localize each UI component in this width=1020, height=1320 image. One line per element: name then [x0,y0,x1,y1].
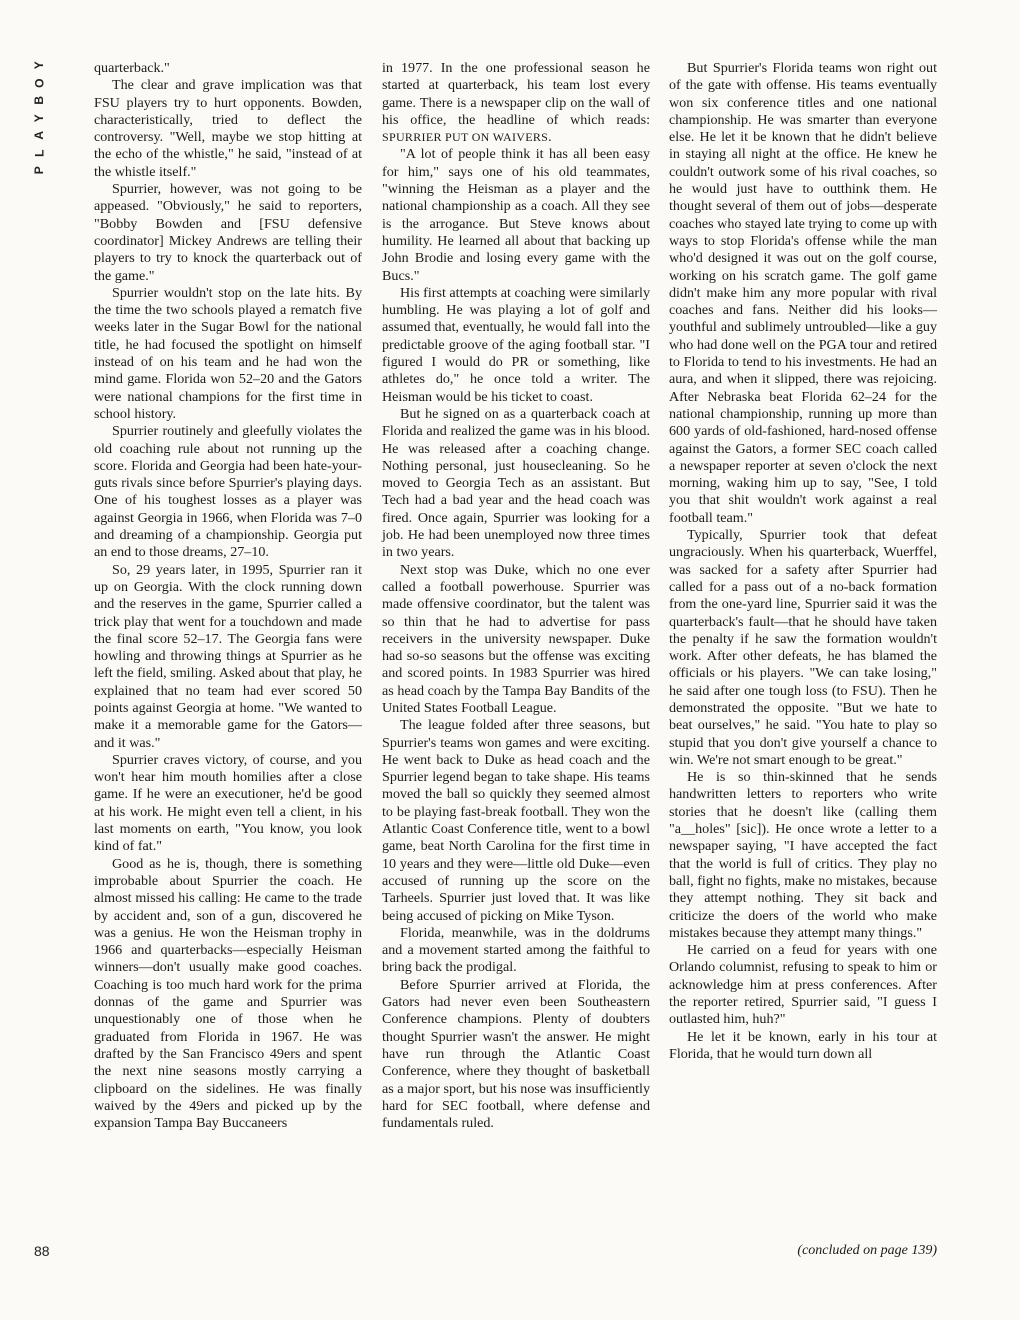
paragraph: Florida, meanwhile, was in the doldrums and a movement started among the faithful to bring back the prodigal. [382,924,650,976]
paragraph: Spurrier, however, was not going to be appeased. "Obviously," he said to reporters, "Bobby Bowden and [FSU defensive coordinator] Mickey Andrews are telling their players to try to knock the quarterback out of the game." [94,181,362,284]
masthead-letter: P [32,165,47,175]
paragraph: "A lot of people think it has all been easy for him," says one of his old teammates, "winning the Heisman as a player and the national championship as a coach. All they see is the arrogance. But Steve knows about humility. He learned all about that backing up John Brodie and losing every game with the Bucs." [382,146,650,284]
masthead-letter: Y [32,112,47,122]
paragraph [382,60,650,146]
paragraph: quarterback." [94,60,170,76]
text-column-1 [94,60,362,1132]
masthead-letter: A [32,129,47,140]
continuation-note: (concluded on page 139) [797,1243,937,1258]
paragraph: He let it be known, early in his tour at Florida, that he would turn down all [669,1028,937,1062]
masthead-letter: O [32,77,47,88]
masthead-letter: L [32,148,47,157]
paragraph: The clear and grave implication was that FSU players try to hurt opponents. Bowden, characteristically, tried to deflect the controversy. "Well, maybe we stop hitting at the echo of the whistle," he said, "instead of at the whistle itself." [94,77,362,180]
paragraph: Before Spurrier arrived at Florida, the Gators had never even been Southeastern Conference champions. Plenty of doubters thought Spurrier wasn't the answer. He might have run through the Atlantic Coast Conference, where they thought of basketball as a major sport, but his nose was insufficiently hard for SEC football, where defense and fundamentals ruled. [382,976,650,1132]
paragraph: The league folded after three seasons, but Spurrier's teams won games and were exciting. He went back to Duke as head coach and the Spurrier legend began to take shape. His teams moved the ball so quickly they seemed almost to be playing fast-break football. They won the Atlantic Coast Conference title, went to a bowl game, beat North Carolina for the first time in 10 years and they were—little old Duke—even accused of running up the score on the Tarheels. Spurrier just loved that. It was like being accused of picking on Mike Tyson. [382,717,650,924]
masthead-letter: Y [32,60,47,70]
headline-quote: SPURRIER PUT ON WAIVERS [382,130,549,145]
paragraph: His first attempts at coaching were similarly humbling. He was playing a lot of golf and assumed that, eventually, he would fall into the predictable groove of the aging football star. "I figured I would do PR or something, like athletes do," he once told a writer. The Heisman would be his ticket to coast. [382,284,650,405]
paragraph: But Spurrier's Florida teams won right out of the gate with offense. His teams eventually won six conference titles and one national championship. He was smarter than everyone else. He let it be known that he didn't believe in staying all night at the office. He knew he couldn't outwork some of his rival coaches, so he would just have to outthink them. He thought several of them out of jobs—desperate coaches who stayed late trying to come up with ways to stop Florida's offense while the man who'd designed it was out on the golf course, working on his scratch game. The golf game didn't make him any more popular with rival coaches and fans. Neither did his looks—youthful and sublimely untroubled—like a guy who had done well on the PGA tour and retired to Florida to tend to his investments. He had an aura, and when it slipped, there was rejoicing. After Nebraska beat Florida 62–24 for the national championship, running up more than 600 yards of old-fashioned, hard-nosed offense against the Gators, a former SEC coach called a newspaper reporter at seven o'clock the next morning, waking him up to say, "See, I told you that shit wouldn't work against a real football team." [669,60,937,526]
paragraph: Spurrier routinely and gleefully violates the old coaching rule about not running up the score. Florida and Georgia had been hate-your-guts rivals since before Spurrier's playing days. One of his toughest losses as a player was against Georgia in 1966, when Florida was 7–0 and dreaming of a championship. Georgia put an end to those dreams, 27–10. [94,423,362,561]
paragraph: Typically, Spurrier took that defeat ungraciously. When his quarterback, Wuerffel, was sacked for a safety after Spurrier had called for a pass out of a no-back formation from the one-yard line, Spurrier said it was the quarterback's fault—that he should have taken the penalty if he saw the formation wouldn't work. After other defeats, he has blamed the officials or his players. "We can take losing," he said after one tough loss (to FSU). Then he demonstrated the opposite. "But we hate to beat ourselves," he said. "You hate to play so stupid that you don't give yourself a chance to win. We're not smart enough to be great." [669,527,937,768]
paragraph: Next stop was Duke, which no one ever called a football powerhouse. Spurrier was made offensive coordinator, but the talent was so thin that he had to advertise for pass receivers in the university newspaper. Duke had so-so seasons but the offense was exciting and scored points. In 1983 Spurrier was hired as head coach by the Tampa Bay Bandits of the United States Football League. [382,561,650,716]
paragraph: Good as he is, though, there is something improbable about Spurrier the coach. He almost missed his calling: He came to the trade by accident and, son of a gun, discovered he was a genius. He won the Heisman trophy in 1966 and quarterbacks—especially Heisman winners—don't usually make good coaches. Coaching is too much hard work for the prima donnas of the game and Spurrier was unquestionably one of those when he graduated from Florida in 1967. He was drafted by the San Francisco 49ers and spent the next nine seasons mostly carrying a clipboard on the sidelines. He was finally waived by the 49ers and picked up by the expansion Tampa Bay Buccaneers [94,855,362,1132]
paragraph-text: in 1977. In the one professional season he started at quarterback, his team lost every game. There is a newspaper clip on the wall of his office, the headline of which reads: [382,60,650,128]
paragraph: Spurrier craves victory, of course, and you won't hear him mouth homilies after a close game. If he were an executioner, he'd be good at his work. He might even tell a client, in his last moments on earth, "You know, you look kind of fat." [94,751,362,855]
page-number: 88 [34,1243,50,1259]
paragraph-tail: . [548,129,552,146]
paragraph: Spurrier wouldn't stop on the late hits. By the time the two schools played a rematch five weeks later in the Sugar Bowl for the national title, he had focused the spotlight on himself instead of on his team and he had won the mind game. Florida won 52–20 and the Gators were national champions for the first time in school history. [94,284,362,422]
paragraph: But he signed on as a quarterback coach at Florida and realized the game was in his blood. He was released after a coaching change. Nothing personal, just housecleaning. So he moved to Georgia Tech as an assistant. But Tech had a bad year and the head coach was fired. Once again, Spurrier was looking for a job. He had been unemployed now three times in two years. [382,405,650,561]
paragraph: He carried on a feud for years with one Orlando columnist, refusing to speak to him or acknowledge him at press conferences. After the reporter retired, Spurrier said, "I guess I outlasted him, huh?" [669,942,937,1028]
text-column-3 [669,60,937,1063]
text-column-2 [382,60,650,1132]
paragraph: So, 29 years later, in 1995, Spurrier ran it up on Georgia. With the clock running down and the reserves in the game, Spurrier called a trick play that went for a touchdown and made the final score 52–17. The Georgia fans were howling and throwing things at Spurrier as he left the field, smiling. Asked about that play, he explained that no team had ever scored 50 points against Georgia at home. "We wanted to make it a memorable game for the Gators—and it was." [94,561,362,751]
paragraph: He is so thin-skinned that he sends handwritten letters to reporters who write stories that he doesn't like (calling them "a__holes" [sic]). He once wrote a letter to a newspaper saying, "I have accepted the fact that the world is full of critics. They play no ball, fight no fights, make no mistakes, because they attempt nothing. They sit back and criticize the doers of the world who make mistakes because they attempt many things." [669,769,937,941]
magazine-masthead-vertical [26,56,54,179]
masthead-letter: B [32,94,47,105]
